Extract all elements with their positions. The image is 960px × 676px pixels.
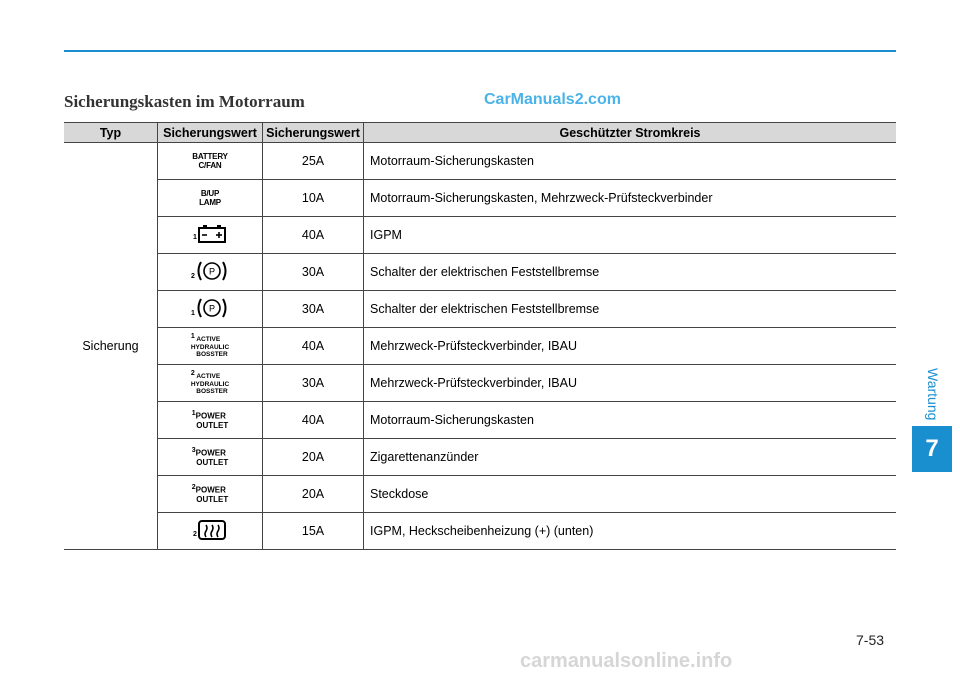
symbol-line: OUTLET [196, 495, 229, 505]
symbol-superscript: 3 [191, 446, 196, 454]
table-row [64, 180, 896, 217]
watermark-top: CarManuals2.com [484, 91, 621, 108]
active-hydraulic-symbol [191, 333, 229, 357]
symbol-line: BOSSTER [196, 387, 228, 395]
symbol-line: POWER [195, 485, 226, 495]
table-row [64, 143, 896, 180]
rear-defrost-icon [193, 519, 227, 544]
symbol-line: OUTLET [196, 421, 229, 431]
header-value: Sicherungswert [263, 123, 364, 143]
circuit-cell: Motorraum-Sicherungskasten [364, 143, 897, 180]
parking-brake-icon [191, 296, 229, 323]
chapter-badge: 7 [912, 426, 952, 472]
symbol-cell [158, 513, 263, 550]
symbol-superscript: 2 [191, 272, 195, 280]
symbol-line: ACTIVE [196, 373, 221, 381]
symbol-line: BATTERY [192, 151, 228, 161]
symbol-cell [158, 254, 263, 291]
symbol-line: C/FAN [198, 160, 222, 170]
table-row [64, 476, 896, 513]
symbol-superscript: 2 [191, 483, 196, 491]
section-title: Sicherungskasten im Motorraum [64, 92, 305, 111]
symbol-cell [158, 402, 263, 439]
table-row [64, 291, 896, 328]
typ-cell: Sicherung [64, 143, 158, 550]
symbol-superscript: 1 [191, 309, 195, 317]
parking-brake-icon [191, 259, 229, 286]
table-header-row [64, 123, 896, 143]
table-row [64, 365, 896, 402]
circuit-cell: Motorraum-Sicherungskasten, Mehrzweck-Prüfsteckverbinder [364, 180, 897, 217]
symbol-cell [158, 291, 263, 328]
circuit-cell: Mehrzweck-Prüfsteckverbinder, IBAU [364, 328, 897, 365]
symbol-line: HYDRAULIC [190, 380, 230, 388]
side-label [923, 368, 943, 424]
circuit-cell: Schalter der elektrischen Feststellbremse [364, 291, 897, 328]
svg-text:P: P [208, 266, 215, 276]
header-typ: Typ [64, 123, 158, 143]
table-row [64, 439, 896, 476]
symbol-superscript: 1 [193, 233, 197, 241]
circuit-cell: Schalter der elektrischen Feststellbremse [364, 254, 897, 291]
circuit-cell: IGPM, Heckscheibenheizung (+) (unten) [364, 513, 897, 550]
power-outlet-symbol [192, 446, 228, 469]
symbol-line: POWER [195, 448, 226, 458]
symbol-cell [158, 217, 263, 254]
side-label-text: Wartung [925, 368, 941, 421]
fuse-table-body [64, 143, 896, 550]
watermark-bottom: carmanualsonline.info [520, 650, 733, 672]
circuit-cell: Mehrzweck-Prüfsteckverbinder, IBAU [364, 365, 897, 402]
symbol-line: ACTIVE [196, 336, 221, 344]
symbol-line: POWER [195, 411, 226, 421]
symbol-line: LAMP [199, 197, 221, 207]
active-hydraulic-symbol [191, 370, 229, 394]
amp-cell: 25A [263, 143, 364, 180]
amp-cell: 20A [263, 476, 364, 513]
table-row [64, 513, 896, 550]
power-outlet-symbol [192, 409, 228, 432]
symbol-superscript: 1 [190, 333, 195, 341]
page-number: 7-53 [856, 632, 885, 648]
amp-cell: 30A [263, 254, 364, 291]
symbol-superscript: 2 [193, 530, 197, 538]
amp-cell: 40A [263, 328, 364, 365]
circuit-cell: Steckdose [364, 476, 897, 513]
symbol-line: BOSSTER [196, 350, 228, 358]
amp-cell: 15A [263, 513, 364, 550]
symbol-cell [158, 328, 263, 365]
symbol-line: B/UP [200, 188, 220, 198]
table-row [64, 328, 896, 365]
amp-cell: 30A [263, 365, 364, 402]
fuse-table [64, 122, 896, 550]
power-outlet-symbol [192, 483, 228, 506]
table-row [64, 254, 896, 291]
circuit-cell: IGPM [364, 217, 897, 254]
svg-text:P: P [208, 303, 215, 313]
table-row [64, 402, 896, 439]
symbol-cell [158, 143, 263, 180]
header-symbol: Sicherungswert [158, 123, 263, 143]
symbol-superscript: 1 [191, 409, 196, 417]
symbol-cell [158, 180, 263, 217]
amp-cell: 40A [263, 217, 364, 254]
symbol-cell [158, 439, 263, 476]
symbol-line: HYDRAULIC [190, 343, 230, 351]
amp-cell: 10A [263, 180, 364, 217]
symbol-line: OUTLET [196, 458, 229, 468]
table-row [64, 217, 896, 254]
top-rule [64, 50, 896, 52]
circuit-cell: Zigarettenanzünder [364, 439, 897, 476]
circuit-cell: Motorraum-Sicherungskasten [364, 402, 897, 439]
symbol-cell [158, 365, 263, 402]
battery-icon [193, 224, 227, 247]
amp-cell: 20A [263, 439, 364, 476]
amp-cell: 40A [263, 402, 364, 439]
symbol-superscript: 2 [190, 370, 195, 378]
battery-cfan-symbol [192, 152, 228, 170]
bup-lamp-symbol [199, 189, 221, 207]
amp-cell: 30A [263, 291, 364, 328]
symbol-cell [158, 476, 263, 513]
header-circuit: Geschützter Stromkreis [364, 123, 897, 143]
